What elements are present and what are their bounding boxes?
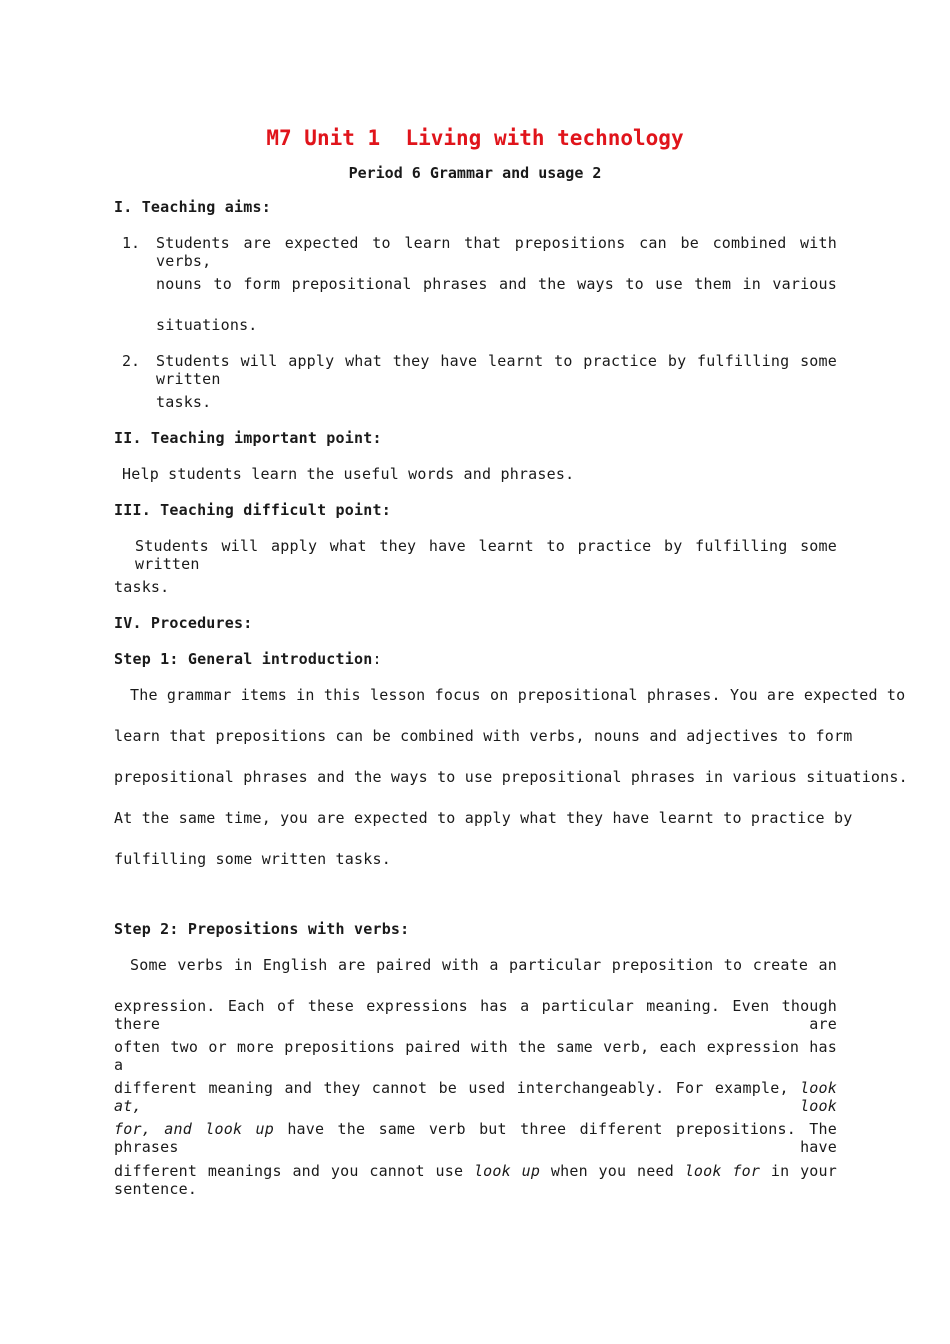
example-phrase: look at, look <box>114 1079 837 1115</box>
step2-line: often two or more prepositions paired with the same verb, each expression has a <box>114 1038 837 1074</box>
step1-line: prepositional phrases and the ways to use prepositional phrases in various situations. <box>114 768 908 786</box>
step2-line-text: in your sentence. <box>114 1162 838 1198</box>
section-heading-aims: I. Teaching aims: <box>114 198 271 216</box>
step1-heading <box>114 650 837 668</box>
document-subtitle: Period 6 Grammar and usage 2 <box>348 164 602 182</box>
section-heading-important: II. Teaching important point: <box>114 429 382 447</box>
section-heading-difficult: III. Teaching difficult point: <box>114 501 391 519</box>
step2-line <box>114 1120 837 1156</box>
step1-line: The grammar items in this lesson focus on prepositional phrases. You are expected to <box>130 686 906 704</box>
step2-line: Some verbs in English are paired with a particular preposition to create an <box>130 956 837 974</box>
step2-line <box>114 1162 837 1198</box>
step2-line-text: when you need <box>550 1162 674 1180</box>
aim-number: 1. <box>122 234 141 252</box>
step2-line: expression. Each of these expressions has a particular meaning. Even though there are <box>114 997 837 1033</box>
aim-number: 2. <box>122 352 141 370</box>
aim-line: Students will apply what they have learnt to practice by fulfilling some written <box>156 352 837 388</box>
aim-line: Students are expected to learn that prepositions can be combined with verbs, <box>156 234 837 270</box>
step2-line-text: different meanings and you cannot use <box>114 1162 464 1180</box>
important-text: Help students learn the useful words and phrases. <box>122 465 575 483</box>
step2-line-text: different meaning and they cannot be used interchangeably. For example, <box>114 1079 789 1097</box>
document-title: M7 Unit 1 Living with technology <box>266 126 684 150</box>
difficult-line: tasks. <box>114 578 170 596</box>
step1-line: At the same time, you are expected to apply what they have learnt to practice by <box>114 809 853 827</box>
step2-heading: Step 2: Prepositions with verbs: <box>114 920 410 938</box>
step2-line <box>114 1079 837 1115</box>
step1-heading-text: Step 1: General introduction <box>114 650 373 668</box>
example-phrase: look for <box>684 1162 761 1180</box>
example-phrase: look up <box>473 1162 541 1180</box>
step1-line: learn that prepositions can be combined with verbs, nouns and adjectives to form <box>114 727 853 745</box>
step1-heading-colon: : <box>372 650 382 668</box>
aim-line: tasks. <box>156 393 212 411</box>
step2-line-text: have the same verb but three different prepositions. The phrases have <box>114 1120 837 1156</box>
example-phrase: for, and look up <box>114 1120 274 1138</box>
aim-line: nouns to form prepositional phrases and the ways to use them in various <box>156 275 837 293</box>
step1-line: fulfilling some written tasks. <box>114 850 391 868</box>
aim-line: situations. <box>156 316 258 334</box>
section-heading-procedures: IV. Procedures: <box>114 614 253 632</box>
difficult-line: Students will apply what they have learnt to practice by fulfilling some written <box>135 537 837 573</box>
